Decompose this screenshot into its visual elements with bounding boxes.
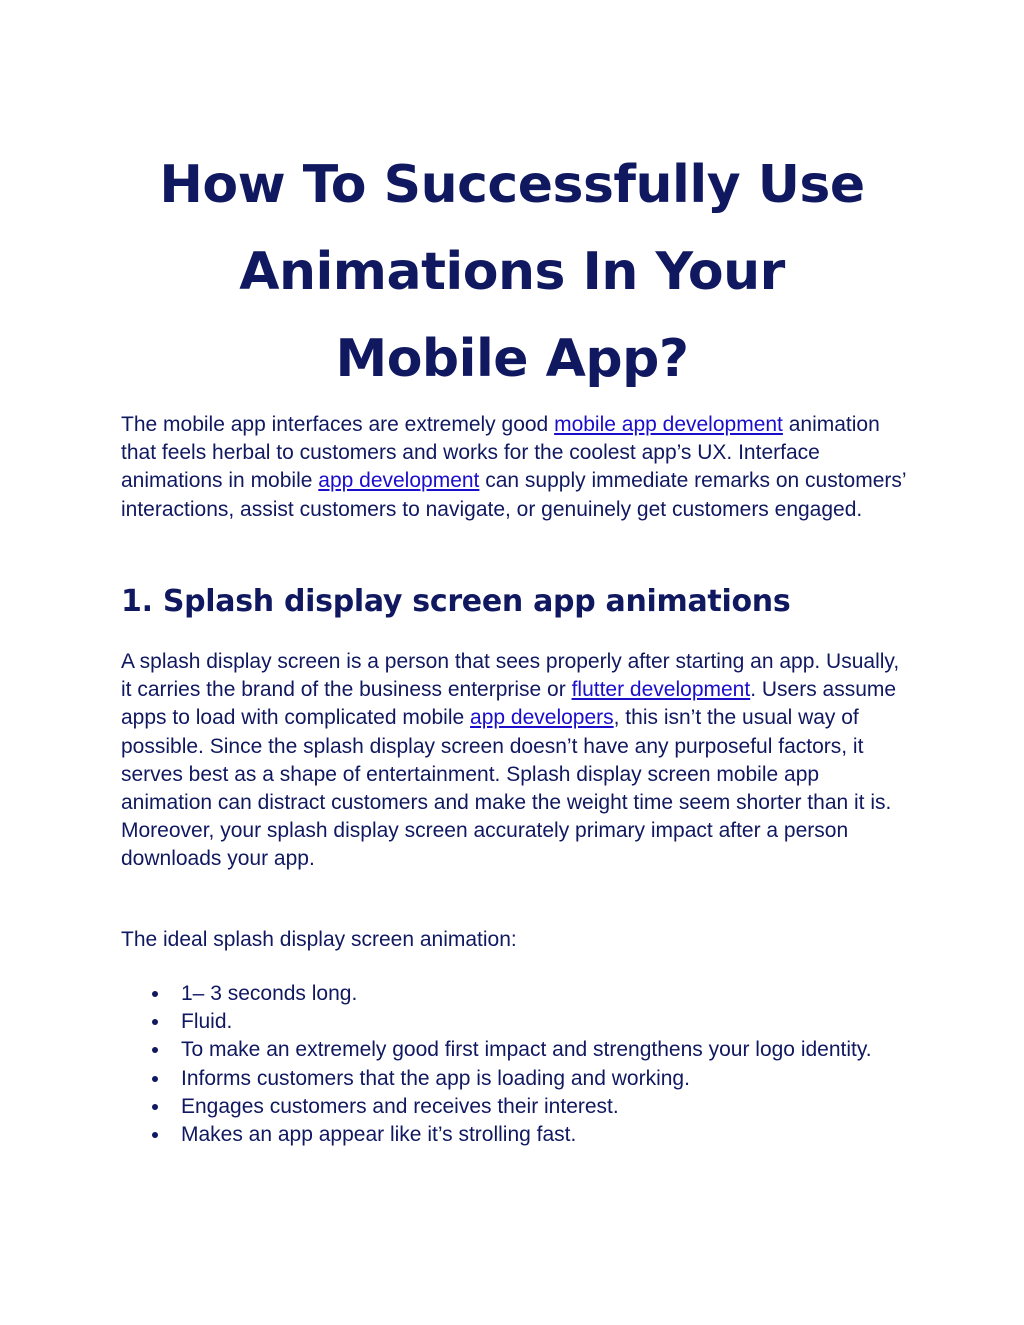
list-item [121,1093,911,1121]
mobile-app-development-link[interactable]: mobile app development [554,413,783,436]
list-item-text: Fluid. [181,1010,233,1034]
list-item-text: Makes an app appear like it’s strolling fast. [181,1123,577,1147]
splash-text-2: . Users assume apps to load with complicated mobile [121,678,897,730]
intro-text-1: The mobile app interfaces are extremely good [121,413,555,436]
list-item-text: To make an extremely good first impact and strengthens your logo identity. [181,1038,872,1062]
app-development-link[interactable]: app development [318,469,480,493]
intro-text-3: can supply immediate remarks on customers’ interactions, assist customers to navigate, or genuinely get customers engaged. [121,469,906,521]
title-line-1: How To Successfully Use [159,155,865,215]
title-line-2: Animations In Your [239,242,785,302]
app-developers-link[interactable]: app developers [470,706,614,730]
bullet-icon [152,991,158,997]
splash-text-3: , this isn’t the usual way of possible. Since the splash display screen doesn’t have any purposeful factors, it serves best as a shape of entertainment. Splash display screen mobile app animation can distract customers and make the weight time seem shorter than it is. Moreover, your splash display screen accurately primary impact after a person downloads your app. [121,706,892,871]
bullet-icon [152,1019,158,1025]
title-line-3: Mobile App? [335,329,689,389]
list-item-text: 1– 3 seconds long. [181,982,358,1005]
splash-paragraph [121,648,911,874]
splash-text-1: A splash display screen is a person that sees properly after starting an app. Usually, it carries the brand of the business enterprise or [121,650,900,702]
bullet-icon [152,1104,158,1110]
bullet-icon [152,1047,158,1053]
list-item [121,1121,911,1149]
section-heading-splash: 1. Splash display screen app animations [121,584,791,619]
flutter-development-link[interactable]: flutter development [571,678,751,702]
intro-paragraph [121,411,911,524]
bullet-icon [152,1076,158,1082]
page-title [100,142,924,403]
list-item-text: Informs customers that the app is loading and working. [181,1066,690,1090]
list-item [121,1036,911,1064]
ideal-splash-intro: The ideal splash display screen animation: [121,928,517,951]
list-item [121,980,911,1008]
intro-text-2: animation that feels herbal to customers and works for the coolest app’s UX. Interface animations in mobile [121,413,880,493]
list-item [121,1008,911,1036]
bullet-icon [152,1132,158,1138]
list-item-text: Engages customers and receives their interest. [181,1094,619,1118]
ideal-splash-list [121,980,911,1149]
list-item [121,1065,911,1093]
